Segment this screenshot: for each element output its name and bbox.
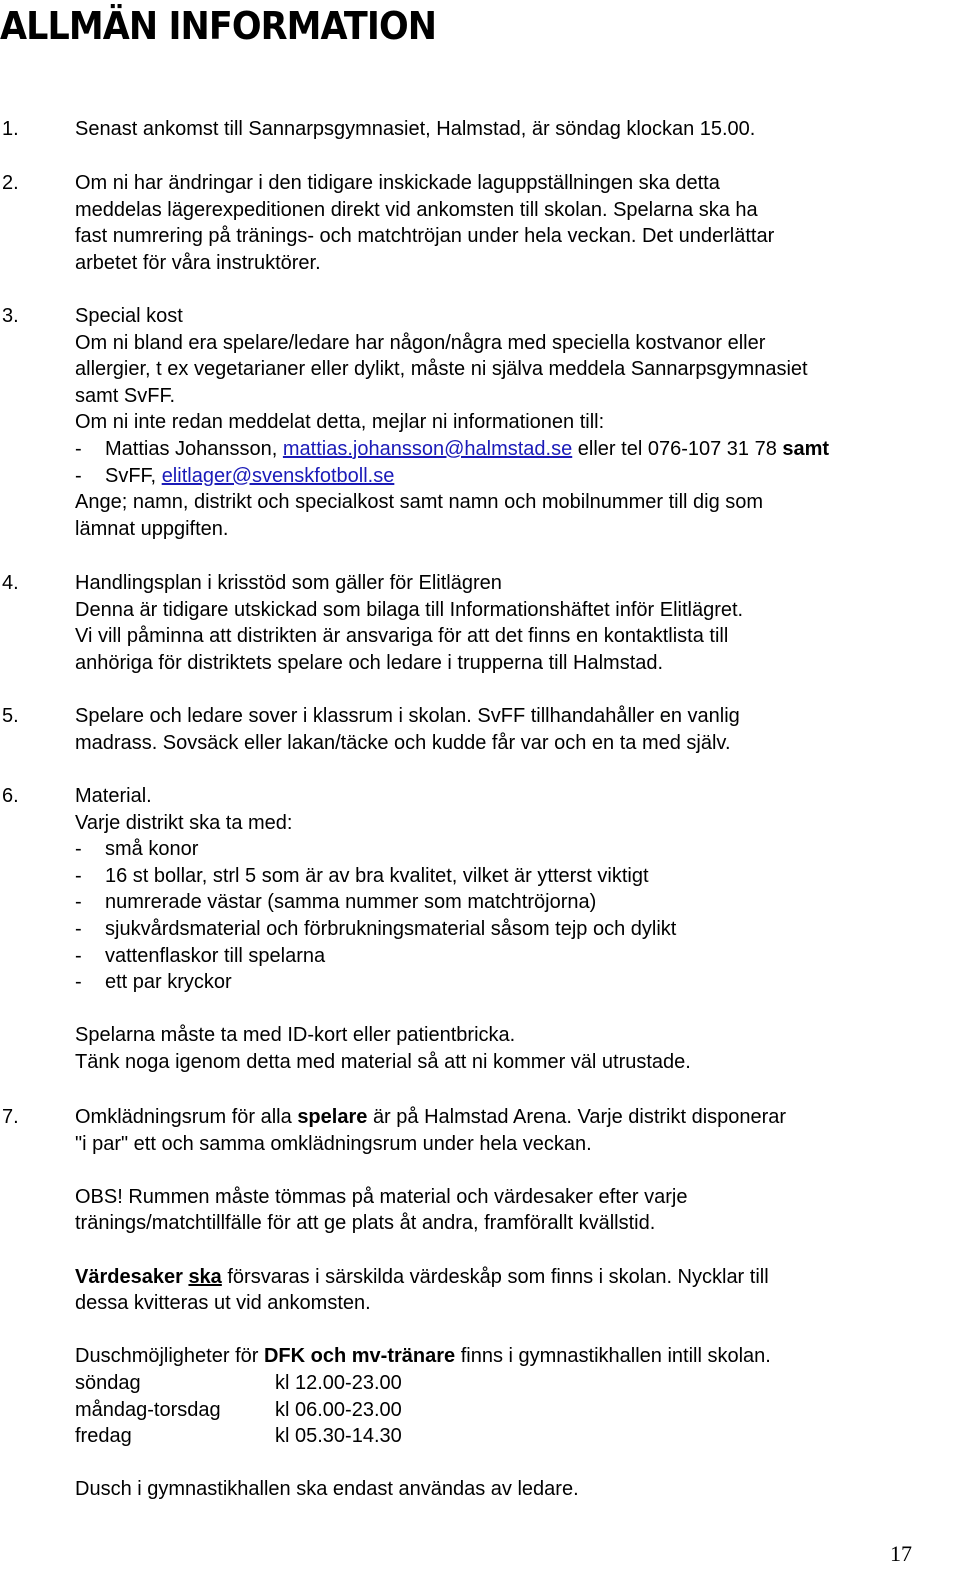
material-list-item [75, 836, 955, 863]
spacer [75, 1237, 955, 1264]
item-number: 6. [2, 785, 19, 807]
contact-name: SvFF, [105, 464, 157, 487]
item-4-heading: Handlingsplan i krisstöd som gäller för Elitlägren [75, 572, 502, 594]
material-list-item [75, 943, 955, 970]
bold-underlined-segment: ska [188, 1265, 222, 1288]
material-list-item [75, 863, 955, 890]
text-segment: försvaras i särskilda värdeskåp som finns i skolan. Nycklar till [227, 1265, 769, 1288]
bold-segment: Värdesaker [75, 1265, 183, 1288]
item-6-line-3: Spelarna måste ta med ID-kort eller patientbricka. [75, 1024, 516, 1047]
item-2-line-2: meddelas lägerexpeditionen direkt vid ankomsten till skolan. Spelarna ska ha [75, 198, 758, 221]
schedule-day: söndag [75, 1371, 141, 1394]
schedule-time: kl 12.00-23.00 [275, 1371, 402, 1394]
dash-bullet: - [75, 464, 82, 487]
item-3-line-3: allergier, t ex vegetarianer eller dylikt, måste ni själva meddela Sannarpsgymnasiet [75, 358, 808, 381]
item-3-line-5: Om ni inte redan meddelat detta, mejlar ni informationen till: [75, 411, 605, 434]
item-7-last-line: Dusch i gymnastikhallen ska endast användas av ledare. [75, 1478, 579, 1501]
schedule-day: fredag [75, 1425, 132, 1448]
contact-line-1 [75, 436, 955, 463]
dash-bullet: - [75, 891, 82, 914]
page-number: 17 [890, 1541, 912, 1566]
material-list-item [75, 889, 955, 916]
dash-bullet: - [75, 864, 82, 887]
email-link-mattias[interactable]: mattias.johansson@halmstad.se [282, 437, 573, 460]
item-3-line-7: lämnat uppgiften. [75, 517, 229, 540]
schedule-row [75, 1423, 955, 1450]
item-number: 5. [2, 705, 19, 727]
item-2-line-3: fast numrering på tränings- och matchtröjan under hela veckan. Det underlättar [75, 225, 775, 248]
dash-bullet: - [75, 917, 82, 940]
schedule-time: kl 06.00-23.00 [275, 1398, 402, 1421]
item-3-heading: Special kost [75, 305, 183, 327]
material-text: 16 st bollar, strl 5 som är av bra kvalitet, vilket är ytterst viktigt [105, 864, 649, 887]
text-segment: Duschmöjligheter för [75, 1345, 259, 1368]
item-6-line-4: Tänk noga igenom detta med material så att ni kommer väl utrustade. [75, 1050, 691, 1073]
spacer [75, 1450, 955, 1477]
spacer [75, 1317, 955, 1344]
text-segment: finns i gymnastikhallen intill skolan. [460, 1345, 771, 1368]
shower-line [75, 1343, 955, 1370]
schedule-day: måndag-torsdag [75, 1398, 221, 1421]
material-list-item [75, 916, 955, 943]
spacer [75, 1157, 955, 1184]
material-list-item [75, 969, 955, 996]
spacer [75, 996, 955, 1023]
contact-samt: samt [782, 437, 830, 460]
obs-line-1: OBS! Rummen måste tömmas på material och värdesaker efter varje [75, 1185, 688, 1208]
item-6-heading: Material. [75, 785, 152, 807]
item-6-line-2: Varje distrikt ska ta med: [75, 811, 293, 834]
schedule-row [75, 1397, 955, 1424]
bold-segment: spelare [297, 1106, 368, 1128]
item-number: 2. [2, 172, 19, 194]
text-segment: Omklädningsrum för alla [75, 1106, 292, 1128]
dash-bullet: - [75, 437, 82, 460]
contact-line-2 [75, 463, 955, 490]
valuables-line-1 [75, 1264, 955, 1291]
item-1-line-1: Senast ankomst till Sannarpsgymnasiet, Halmstad, är söndag klockan 15.00. [75, 118, 756, 140]
item-number: 4. [2, 572, 19, 594]
item-2-line-1: Om ni har ändringar i den tidigare inskickade laguppställningen ska detta [75, 172, 720, 194]
obs-line-2: tränings/matchtillfälle för att ge plats åt andra, framförallt kvällstid. [75, 1212, 656, 1235]
schedule-row [75, 1370, 955, 1397]
item-4-line-4: anhöriga för distriktets spelare och ledare i trupperna till Halmstad. [75, 651, 664, 674]
item-4-line-3: Vi vill påminna att distrikten är ansvariga för att det finns en kontaktlista till [75, 625, 729, 648]
item-2-line-4: arbetet för våra instruktörer. [75, 251, 321, 274]
item-3-line-2: Om ni bland era spelare/ledare har någon/några med speciella kostvanor eller [75, 331, 766, 354]
valuables-line-2: dessa kvitteras ut vid ankomsten. [75, 1292, 371, 1315]
item-5-line-1: Spelare och ledare sover i klassrum i skolan. SvFF tillhandahåller en vanlig [75, 705, 740, 727]
bold-segment: DFK och mv-tränare [263, 1345, 456, 1368]
email-link-svff[interactable]: elitlager@svenskfotboll.se [161, 464, 395, 487]
item-3-line-6: Ange; namn, distrikt och specialkost samt namn och mobilnummer till dig som [75, 491, 764, 514]
item-number: 3. [2, 305, 19, 327]
text-segment: är på Halmstad Arena. Varje distrikt disponerar [372, 1106, 787, 1128]
material-text: numrerade västar (samma nummer som matchtröjorna) [105, 891, 597, 914]
dash-bullet: - [75, 971, 82, 994]
material-text: små konor [105, 838, 199, 861]
dash-bullet: - [75, 944, 82, 967]
material-text: vattenflaskor till spelarna [105, 944, 326, 967]
schedule-time: kl 05.30-14.30 [275, 1425, 402, 1448]
page-title: ALLMÄN INFORMATION [0, 4, 437, 48]
dash-bullet: - [75, 838, 82, 861]
contact-name: Mattias Johansson, [105, 437, 278, 460]
item-3-line-4: samt SvFF. [75, 384, 176, 407]
item-number: 1. [2, 118, 19, 140]
item-5-line-2: madrass. Sovsäck eller lakan/täcke och kudde får var och en ta med själv. [75, 731, 731, 754]
material-text: sjukvårdsmaterial och förbrukningsmaterial såsom tejp och dylikt [105, 917, 677, 940]
item-7-line-2: "i par" ett och samma omklädningsrum under hela veckan. [75, 1132, 592, 1155]
contact-phone: eller tel 076-107 31 78 [577, 437, 777, 460]
item-7-line-1 [75, 1104, 955, 1131]
item-4-line-2: Denna är tidigare utskickad som bilaga till Informationshäftet inför Elitlägret. [75, 598, 744, 621]
item-number: 7. [2, 1106, 19, 1128]
material-text: ett par kryckor [105, 971, 232, 994]
